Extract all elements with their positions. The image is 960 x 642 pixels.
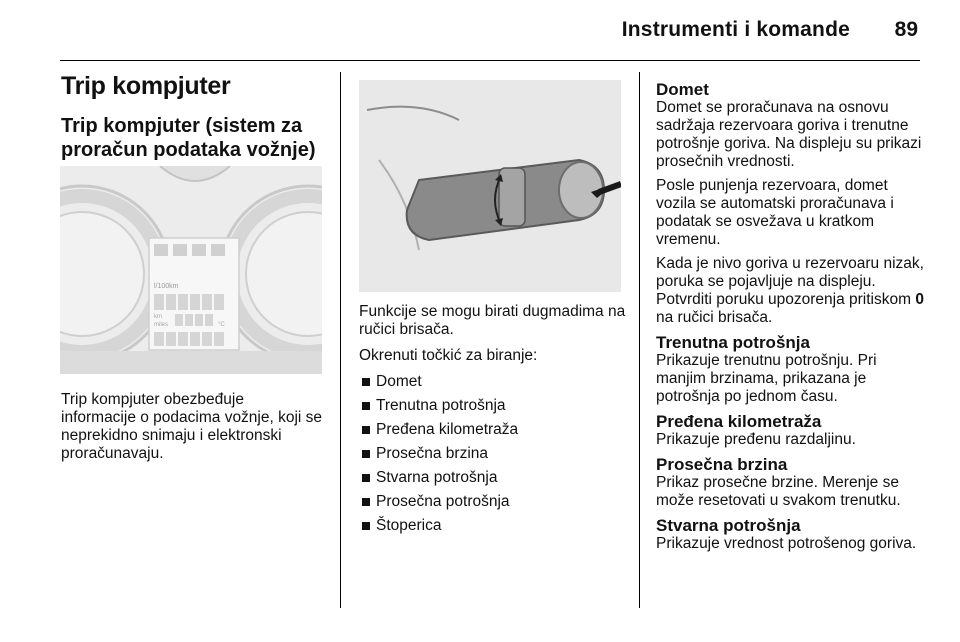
display-distance-unit-miles: miles — [154, 322, 169, 328]
right-text-block — [656, 80, 924, 559]
list-item: Pređena kilometraža — [359, 421, 629, 439]
domet-paragraph-3 — [656, 255, 924, 327]
display-distance-unit-km: km — [154, 314, 162, 320]
domet-paragraph-1: Domet se proračunava na osnovu sadržaja rezervoara goriva i trenutne potrošnje goriva. Na displeju su prikazi prosečnih vrednosti. — [656, 99, 922, 170]
heading-trenutna-potrosnja: Trenutna potrošnja — [656, 333, 810, 352]
predjena-paragraph: Prikazuje pređenu razdaljinu. — [656, 431, 856, 448]
heading-predjena-kilometraza: Pređena kilometraža — [656, 412, 822, 431]
intro-paragraph: Trip kompjuter obezbeđuje informacije o podacima vožnje, koji se neprekidno snimaju i elektronski proračunavaju. — [61, 391, 323, 462]
trenutna-paragraph: Prikazuje trenutnu potrošnju. Pri manjim brzinama, prikazana je potrošnja po jednom času. — [656, 352, 877, 405]
middle-text-block — [359, 303, 629, 541]
list-item: Prosečna brzina — [359, 445, 629, 463]
function-list — [359, 373, 629, 535]
select-instruction: Okrenuti točkić za biranje: — [359, 347, 538, 364]
subsection-title: Trip kompjuter (sistem za proračun podataka vožnje) — [61, 115, 316, 161]
section-title: Trip kompjuter — [61, 72, 231, 100]
prosecna-paragraph: Prikaz prosečne brzine. Merenje se može resetovati u svakom trenutku. — [656, 474, 901, 509]
instrument-cluster-photo — [60, 166, 322, 374]
column-divider-left — [340, 72, 341, 608]
heading-prosecna-brzina: Prosečna brzina — [656, 455, 788, 474]
page-header-title: Instrumenti i komande — [621, 18, 850, 41]
header-divider — [60, 60, 920, 61]
list-item: Štoperica — [359, 517, 629, 535]
domet-p3-text-end: na ručici brisača. — [656, 309, 773, 326]
list-item: Prosečna potrošnja — [359, 493, 629, 511]
list-item: Stvarna potrošnja — [359, 469, 629, 487]
list-item: Domet — [359, 373, 629, 391]
heading-stvarna-potrosnja: Stvarna potrošnja — [656, 516, 801, 535]
column-divider-right — [639, 72, 640, 608]
domet-paragraph-2: Posle punjenja rezervoara, domet vozila se automatski proračunava i podatak se osvežava u kratkom vremenu. — [656, 177, 894, 248]
confirm-key-label: 0 — [915, 291, 924, 308]
domet-p3-text: Kada je nivo goriva u rezervoaru nizak, poruka se pojavljuje na displeju. Potvrditi poruku upozorenja pritiskom — [656, 255, 924, 308]
stvarna-paragraph: Prikazuje vrednost potrošenog goriva. — [656, 535, 917, 552]
page-number: 89 — [894, 18, 918, 41]
display-temp-unit: °C — [218, 322, 225, 328]
heading-domet: Domet — [656, 80, 709, 99]
middle-intro: Funkcije se mogu birati dugmadima na ručici brisača. — [359, 303, 626, 338]
list-item: Trenutna potrošnja — [359, 397, 629, 415]
display-consumption-unit: l/100km — [154, 283, 179, 290]
wiper-stalk-illustration — [359, 80, 621, 292]
